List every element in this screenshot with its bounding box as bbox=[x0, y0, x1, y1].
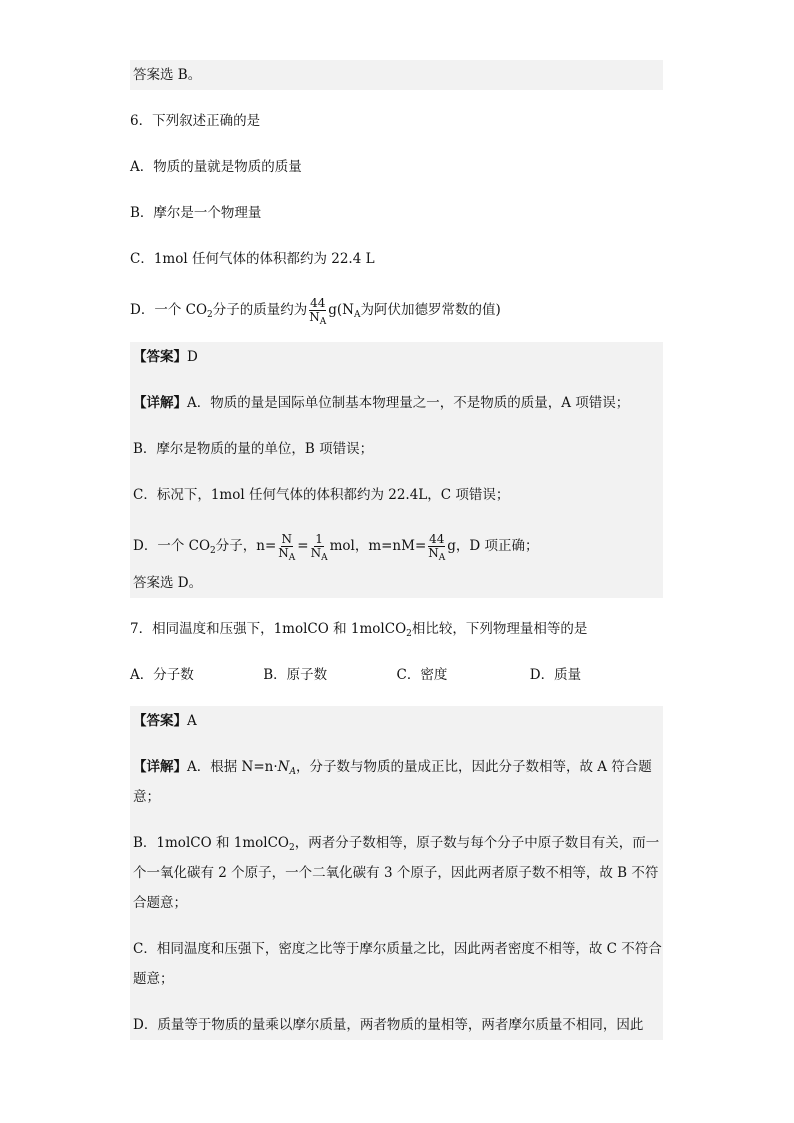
q7-option-b: B．原子数 bbox=[263, 667, 328, 683]
document-page bbox=[130, 60, 663, 1040]
q6-answer: 【答案】D bbox=[133, 349, 198, 365]
q7-answer: 【答案】A bbox=[133, 713, 197, 729]
fraction-44-over-na: $\frac{44}{N_A}$ bbox=[309, 296, 327, 327]
q7-detail-c: C．相同温度和压强下，密度之比等于摩尔质量之比，因此两者密度不相等，故 C 不符合题意； bbox=[133, 941, 662, 987]
q7-options bbox=[130, 660, 663, 690]
q7-detail-a: 【详解】A．根据 $N=n\cdot N_A$，分子数与物质的量成正比，因此分子数相等，故 A 符合题意； bbox=[133, 759, 652, 805]
q7-answer-block bbox=[130, 706, 663, 1040]
q6-detail-b: B．摩尔是物质的量的单位，B 项错误； bbox=[133, 441, 374, 457]
q6-option-d: D．一个 $CO_2$分子的质量约为 $\frac{44}{N_A}$ $g(N_A$为阿伏加德罗常数的值) bbox=[130, 296, 501, 327]
q7-detail-b: B．1molCO 和 1molCO$_2$，两者分子数相等，原子数与每个分子中原子数目有关，而一个一氧化碳有 2 个原子，一个二氧化碳有 3 个原子，因此两者原子数不相等，故 B 不符合题意； bbox=[133, 835, 660, 911]
q6-conclusion: 答案选 D。 bbox=[133, 575, 203, 591]
q5-conclusion: 答案选 B。 bbox=[130, 60, 663, 90]
q6-detail-d: D．一个 $CO_2$分子，n= $\frac{N}{N_A}$ = $\frac{1}{N_A}$ mol，m=nM= $\frac{44}{N_A}$ g，D 项正确； bbox=[133, 532, 539, 563]
q7-option-c: C．密度 bbox=[396, 667, 448, 683]
fraction-1-over-na: $\frac{1}{N_A}$ bbox=[310, 532, 328, 563]
q6-option-b: B．摩尔是一个物理量 bbox=[130, 205, 262, 221]
q6-answer-block bbox=[130, 342, 663, 598]
q6-option-c: C．1mol 任何气体的体积都约为 22.4 L bbox=[130, 251, 375, 267]
fraction-n-over-na: $\frac{N}{N_A}$ bbox=[278, 532, 296, 563]
q7-detail-d: D．质量等于物质的量乘以摩尔质量，两者物质的量相等，两者摩尔质量不相同，因此 bbox=[133, 1017, 644, 1033]
q6-option-a: A．物质的量就是物质的质量 bbox=[130, 159, 302, 175]
q6-detail-c: C．标况下，1mol 任何气体的体积都约为 22.4L，C 项错误； bbox=[133, 487, 510, 503]
fraction-44-over-na-2: $\frac{44}{N_A}$ bbox=[428, 532, 446, 563]
q7-option-a: A．分子数 bbox=[130, 667, 194, 683]
q7-option-d: D．质量 bbox=[529, 667, 582, 683]
q6-stem: 6．下列叙述正确的是 bbox=[130, 113, 261, 129]
q6-detail-a: 【详解】A．物质的量是国际单位制基本物理量之一，不是物质的质量，A 项错误； bbox=[133, 395, 630, 411]
q7-stem: 7．相同温度和压强下，1molCO 和 1molCO$_2$相比较，下列物理量相等的是 bbox=[130, 621, 588, 639]
